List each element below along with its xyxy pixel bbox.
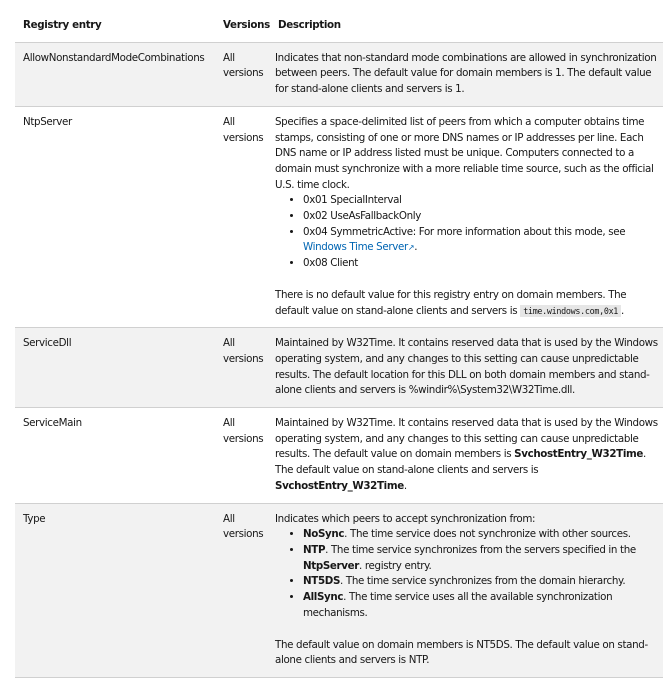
list-item — [303, 574, 659, 590]
list-item — [303, 225, 659, 256]
entry-versions: All versions — [215, 42, 270, 106]
option-term: AllSync — [303, 591, 344, 604]
entry-description — [270, 408, 663, 504]
list-item — [303, 527, 659, 543]
default-text: There is no default value for this registry entry on domain members. The default value on stand-alone clients and servers is — [275, 288, 627, 317]
option-text: . registry entry. — [359, 559, 432, 572]
desc-text: . The default value on stand-alone clients and servers is — [275, 448, 646, 477]
ntpserver-default — [275, 288, 659, 319]
entry-name: Type — [15, 503, 215, 677]
desc-end: . — [403, 479, 407, 492]
table-header-row — [15, 6, 663, 42]
entry-description: Indicates that non-standard mode combinations are allowed in synchronization between peers. The default value for domain members is 1. The default value for stand-alone clients and servers is 1. — [270, 42, 663, 106]
default-value: SvchostEntry_W32Time — [275, 479, 404, 492]
link-text[interactable]: Windows Time Server — [303, 241, 408, 254]
table-row — [15, 503, 663, 677]
table-row — [15, 106, 663, 327]
header-description: Description — [270, 6, 663, 42]
external-link-icon: ↗︎ — [407, 243, 415, 253]
list-item: • 0x02 UseAsFallbackOnly — [303, 209, 659, 225]
header-registry-entry: Registry entry — [15, 6, 215, 42]
list-item — [303, 590, 659, 621]
table-row — [15, 408, 663, 504]
entry-description — [270, 106, 663, 327]
default-value: SvchostEntry_W32Time — [514, 448, 644, 461]
header-versions: Versions — [215, 6, 270, 42]
option-text: . The time service uses all the available synchronization mechanisms. — [303, 591, 613, 619]
entry-description — [270, 503, 663, 677]
list-item: • 0x01 SpecialInterval — [303, 193, 659, 209]
entry-versions: All versions — [215, 408, 270, 504]
entry-name: ServiceDll — [15, 328, 215, 408]
entry-name: ServiceMain — [15, 408, 215, 504]
table-row — [15, 328, 663, 408]
option-text: . The time service synchronizes from the servers specified in the — [325, 543, 636, 556]
entry-name: NtpServer — [15, 106, 215, 327]
list-item-text: 0x04 SymmetricActive: For more information about this mode, see — [303, 225, 626, 238]
desc-text: Maintained by W32Time. It contains reserved data that is used by the Windows operating system, and any changes to this setting can cause unpredictable results. The default value on domain members is — [275, 417, 658, 461]
type-intro: Indicates which peers to accept synchronization from: — [275, 512, 536, 525]
entry-versions: All versions — [215, 328, 270, 408]
table-row — [15, 42, 663, 106]
option-text: . The time service synchronizes from the domain hierarchy. — [340, 575, 626, 588]
option-term: NoSync — [303, 528, 345, 541]
windows-time-server-link[interactable] — [303, 241, 414, 253]
list-item — [303, 543, 659, 574]
option-term-ref: NtpServer — [303, 559, 360, 572]
default-value-code: time.windows.com,0x1 — [520, 305, 621, 317]
option-term: NT5DS — [303, 575, 341, 588]
type-options-list — [275, 527, 659, 621]
registry-table — [15, 6, 663, 678]
default-end: . — [621, 304, 624, 317]
type-default: The default value on domain members is NT5DS. The default value on stand-alone clients and servers is NTP. — [275, 638, 648, 667]
option-term: NTP — [303, 543, 326, 556]
ntpserver-flag-list — [275, 193, 659, 272]
option-text: . The time service does not synchronize with other sources. — [344, 528, 631, 541]
entry-versions: All versions — [215, 503, 270, 677]
entry-name: AllowNonstandardModeCombinations — [15, 42, 215, 106]
list-item-end: . — [414, 241, 418, 254]
ntpserver-intro: Specifies a space-delimited list of peers from which a computer obtains time stamps, consisting of one or more DNS names or IP addresses per line. Each DNS name or IP address listed must be unique. Computers connected to a domain must synchronize with a more reliable time source, such as the official U.S. time clock. — [275, 115, 654, 191]
entry-versions: All versions — [215, 106, 270, 327]
entry-description: Maintained by W32Time. It contains reserved data that is used by the Windows operating system, and any changes to this setting can cause unpredictable results. The default location for this DLL on both domain members and stand-alone clients and servers is %windir%\System32\W32Time.dll. — [270, 328, 663, 408]
list-item: • 0x08 Client — [303, 256, 659, 272]
